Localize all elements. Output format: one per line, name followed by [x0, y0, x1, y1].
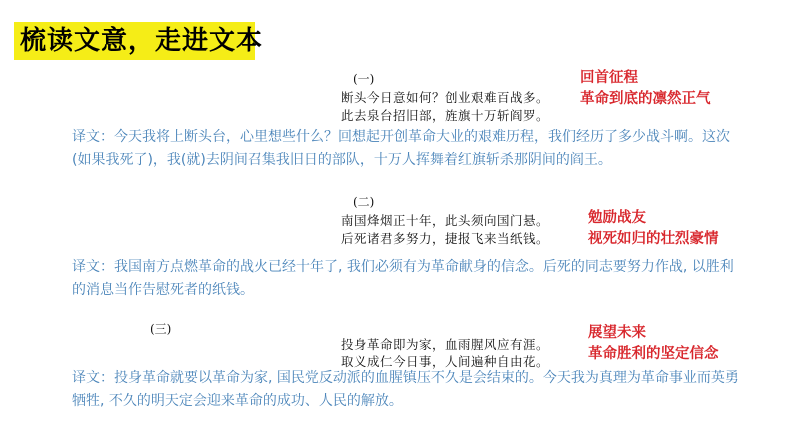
poem-1-translation: 译文：今天我将上断头台，心里想些什么？回想起开创革命大业的艰难历程，我们经历了多少战斗啊。这次(如果我死了)，我(就)去阴间召集我旧日的部队，十万人挥舞着红旗斩杀那阴间的阎王。	[72, 129, 730, 168]
poem-2-line-2: 后死诸君多努力，捷报飞来当纸钱。	[341, 231, 550, 246]
poem-1-number: (一)	[353, 72, 375, 86]
poem-3-note-1: 展望未来	[588, 325, 646, 341]
poem-3-note-2: 革命胜利的坚定信念	[588, 346, 719, 362]
poem-2-translation: 译文：我国南方点燃革命的战火已经十年了, 我们必须有为革命献身的信念。后死的同志要努力作战, 以胜利的消息当作告慰死者的纸钱。	[72, 259, 734, 298]
poem-1-note-1: 回首征程	[580, 70, 638, 86]
poem-1-line-2: 此去泉台招旧部，旌旗十万斩阎罗。	[341, 108, 550, 123]
page-title: 梳读文意，走进文本	[20, 26, 264, 56]
poem-3-number: (三)	[150, 322, 172, 336]
poem-3-line-1: 投身革命即为家，血雨腥风应有涯。	[341, 337, 550, 352]
poem-3-translation: 译文：投身革命就要以革命为家, 国民党反动派的血腥镇压不久是会结束的。今天我为真理为革命事业而英勇牺牲, 不久的明天定会迎来革命的成功、人民的解放。	[72, 370, 739, 409]
poem-2-note-1: 勉励战友	[588, 210, 646, 226]
poem-2-note-2: 视死如归的壮烈豪情	[588, 231, 719, 247]
poem-3-line-2: 取义成仁今日事，人间遍种自由花。	[341, 354, 550, 369]
poem-2-line-1: 南国烽烟正十年，此头须向国门悬。	[341, 213, 550, 228]
poem-2-number: (二)	[353, 195, 375, 209]
poem-1-line-1: 断头今日意如何？创业艰难百战多。	[341, 90, 550, 105]
poem-1-note-2: 革命到底的凛然正气	[580, 91, 711, 107]
